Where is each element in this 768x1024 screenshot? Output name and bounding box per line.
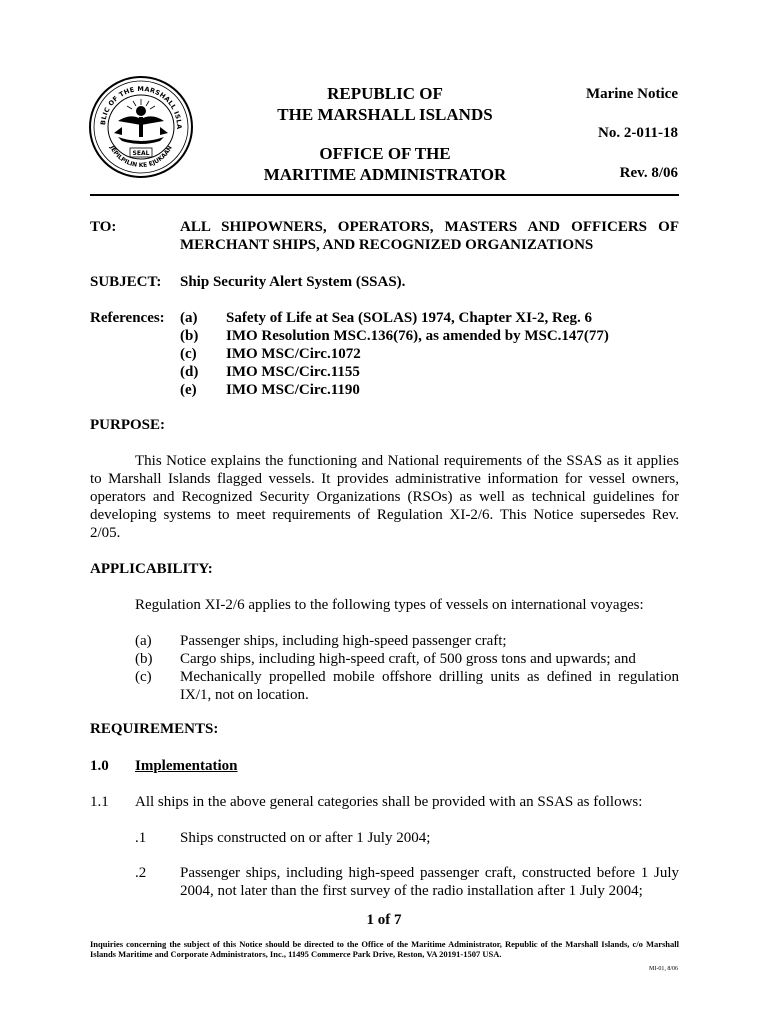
page-number: 1 of 7 [366,912,402,928]
purpose-line: This Notice explains the functioning and National requirements of the SSAS as it applies [135,453,679,469]
notice-type: Marine Notice [585,86,678,102]
subject-text: Ship Security Alert System (SSAS). [180,274,406,290]
reference-text: IMO MSC/Circ.1155 [226,364,360,380]
purpose-heading: PURPOSE: [90,417,165,433]
notice-number: No. 2-011-18 [598,125,678,141]
marshall-islands-seal-icon [88,75,194,179]
header-office-line1: OFFICE OF THE [319,144,451,163]
reference-key: (c) [180,346,197,362]
reference-text: Safety of Life at Sea (SOLAS) 1974, Chapter XI-2, Reg. 6 [226,310,592,326]
subsection-text: All ships in the above general categories shall be provided with an SSAS as follows: [135,794,643,810]
purpose-line: operators and Recognized Security Organizations (RSOs) as well as technical guidelines for [90,489,679,505]
applicability-heading: APPLICABILITY: [90,561,213,577]
reference-text: IMO Resolution MSC.136(76), as amended by MSC.147(77) [226,328,609,344]
to-line1: ALL SHIPOWNERS, OPERATORS, MASTERS AND OFFICERS OF [180,219,679,235]
form-code: MI-01, 8/06 [649,966,678,972]
applicability-item-text: IX/1, not on location. [180,687,309,703]
reference-key: (b) [180,328,199,344]
section-title: Implementation [135,758,238,774]
to-line2: MERCHANT SHIPS, AND RECOGNIZED ORGANIZATIONS [180,237,594,253]
header-divider [90,194,679,196]
header-office-line2: MARITIME ADMINISTRATOR [263,165,507,184]
seal-top-text: BLIC OF THE MARSHALL ISLA [98,84,184,130]
applicability-item-key: (c) [135,669,152,685]
seal-inner-label: SEAL [132,150,150,157]
applicability-item-text: Mechanically propelled mobile offshore drilling units as defined in regulation [180,669,679,685]
to-label: TO: [90,219,117,235]
applicability-intro: Regulation XI-2/6 applies to the following types of vessels on international voyages: [135,597,644,613]
reference-text: IMO MSC/Circ.1190 [226,382,360,398]
applicability-item-text: Cargo ships, including high-speed craft, of 500 gross tons and upwards; and [180,651,636,667]
reference-key: (a) [180,310,198,326]
header-title-line2: THE MARSHALL ISLANDS [277,105,493,124]
footer-inquiries: Inquiries concerning the subject of this Notice should be directed to the Office of the Maritime Administrator, Republic of the Marshall Islands, c/o Marshall Islands Maritime and Corporate Administrators, Inc., 11495 Commerce Park Drive, Reston, VA 20191-1507 USA. [90,939,679,959]
reference-key: (e) [180,382,197,398]
header-title-line1: REPUBLIC OF [327,84,443,103]
requirement-item-key: .1 [135,830,147,846]
subject-label: SUBJECT: [90,274,162,290]
purpose-line: to Marshall Islands flagged vessels. It provides administrative information for vessel owners, [90,471,679,487]
applicability-item-text: Passenger ships, including high-speed passenger craft; [180,633,507,649]
requirement-item-text: Passenger ships, including high-speed passenger craft, constructed before 1 July [180,865,679,881]
section-number: 1.0 [90,758,109,774]
requirement-item-key: .2 [135,865,147,881]
applicability-item-key: (b) [135,651,153,667]
notice-revision: Rev. 8/06 [619,165,678,181]
seal-bottom-text: JEPILPILIN KE EJUKAAN [108,144,174,170]
requirement-item-text: Ships constructed on or after 1 July 2004; [180,830,431,846]
requirements-heading: REQUIREMENTS: [90,721,219,737]
reference-text: IMO MSC/Circ.1072 [226,346,361,362]
purpose-line: developing systems to meet requirements of Regulation XI-2/6. This Notice supersedes Rev. [90,507,679,523]
reference-key: (d) [180,364,199,380]
requirement-item-text: 2004, not later than the first survey of the radio installation after 1 July 2004; [180,883,643,899]
references-label: References: [90,310,165,326]
purpose-line: 2/05. [90,525,121,541]
subsection-number: 1.1 [90,794,109,810]
applicability-item-key: (a) [135,633,152,649]
